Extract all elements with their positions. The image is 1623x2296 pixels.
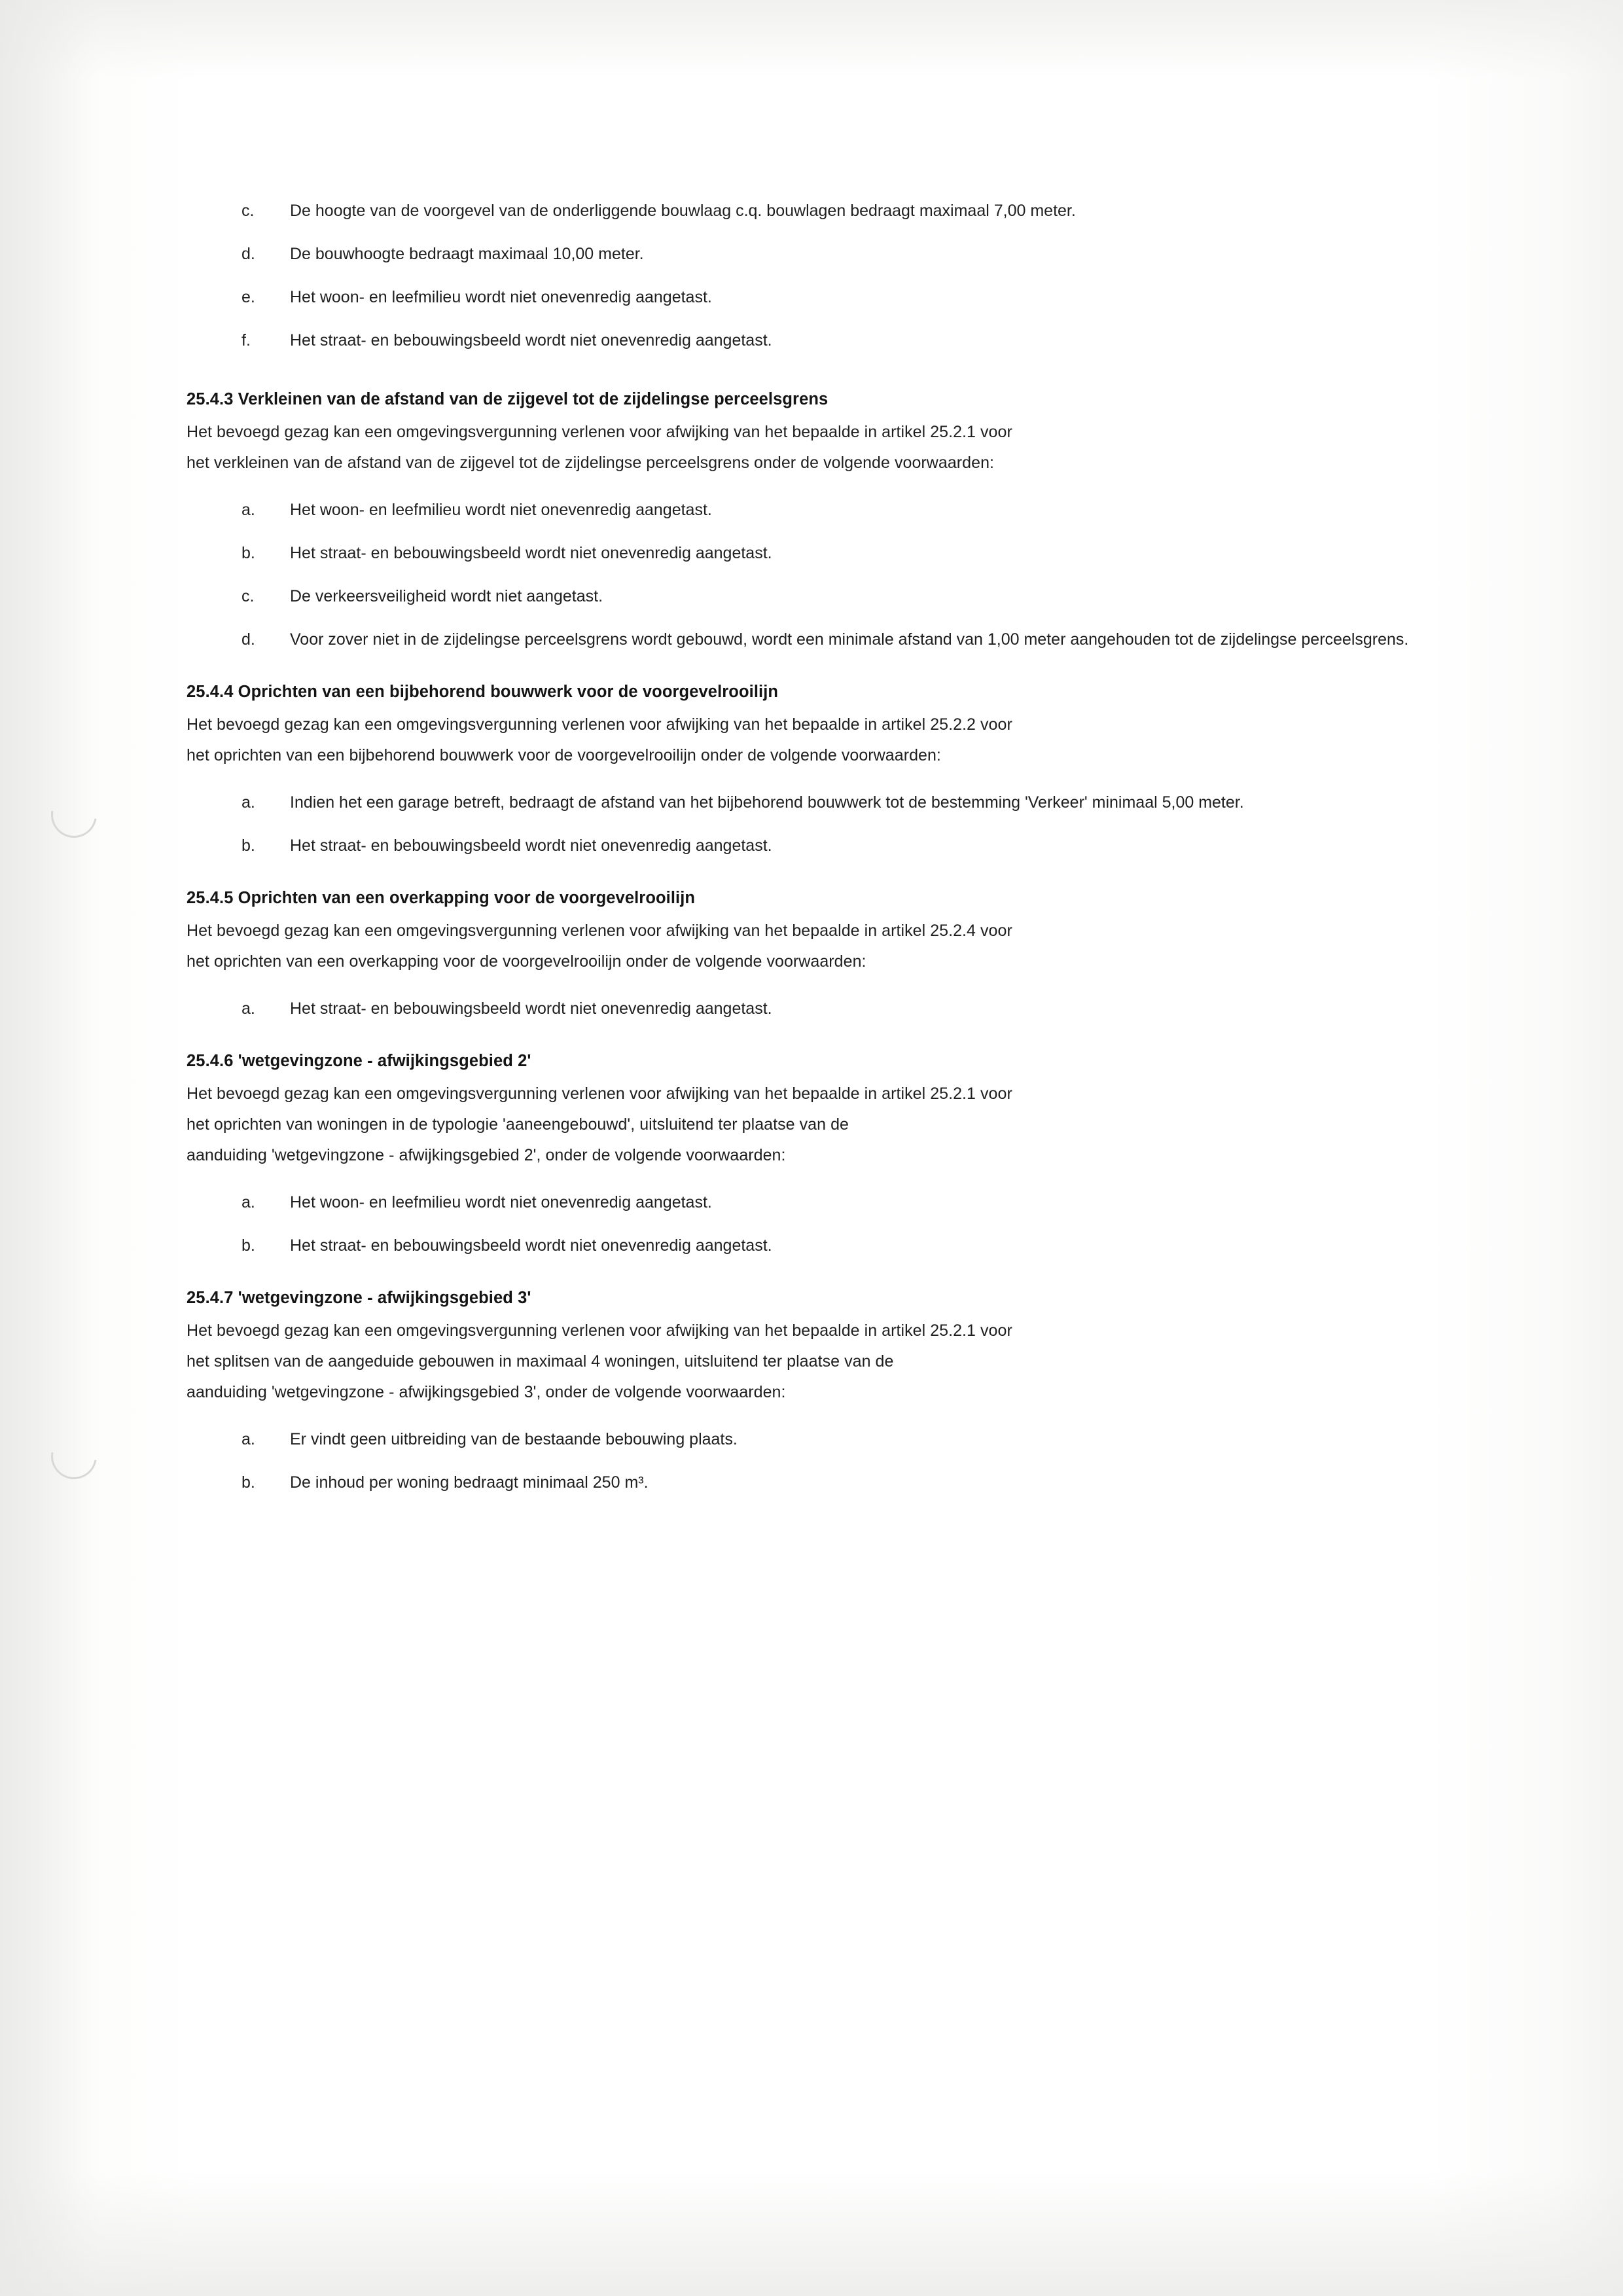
section-list [187, 994, 1443, 1023]
list-item [187, 1188, 1443, 1217]
section-body-line: aanduiding 'wetgevingzone - afwijkingsgebied 2', onder de volgende voorwaarden: [187, 1146, 786, 1164]
section-heading: 25.4.4 Oprichten van een bijbehorend bouwwerk voor de voorgevelrooilijn [187, 683, 779, 701]
section-body-line: Het bevoegd gezag kan een omgevingsvergunning verlenen voor afwijking van het bepaalde in artikel 25.2.1 voor [187, 1085, 1012, 1103]
punch-hole-mark [42, 783, 105, 846]
list-marker: b. [241, 544, 255, 562]
list-item-text: De inhoud per woning bedraagt minimaal 250 m³. [290, 1473, 649, 1492]
scan-shadow-bottom [0, 2172, 1623, 2296]
list-marker: b. [241, 1473, 255, 1492]
list-item-text: De bouwhoogte bedraagt maximaal 10,00 meter. [290, 245, 644, 263]
list-item-text: Het straat- en bebouwingsbeeld wordt niet onevenredig aangetast. [290, 544, 772, 562]
section-25-4-7 [187, 1289, 1443, 1497]
section-25-4-3 [187, 390, 1443, 654]
list-item [187, 495, 1443, 524]
list-marker: a. [241, 793, 255, 812]
section-body-line: Het bevoegd gezag kan een omgevingsvergunning verlenen voor afwijking van het bepaalde in artikel 25.2.2 voor [187, 715, 1012, 734]
list-item-text: Het straat- en bebouwingsbeeld wordt niet onevenredig aangetast. [290, 331, 772, 350]
section-25-4-4 [187, 683, 1443, 860]
list-item-text: Er vindt geen uitbreiding van de bestaande bebouwing plaats. [290, 1430, 738, 1448]
section-heading: 25.4.5 Oprichten van een overkapping voor de voorgevelrooilijn [187, 889, 696, 907]
section-heading: 25.4.6 'wetgevingzone - afwijkingsgebied 2' [187, 1052, 531, 1070]
section-body-line: het oprichten van een overkapping voor de voorgevelrooilijn onder de volgende voorwaarden: [187, 952, 866, 971]
section-body-line: Het bevoegd gezag kan een omgevingsvergunning verlenen voor afwijking van het bepaalde in artikel 25.2.4 voor [187, 922, 1012, 940]
list-item [187, 240, 1443, 268]
section-list [187, 495, 1443, 654]
list-marker: d. [241, 630, 255, 649]
section-list [187, 1188, 1443, 1260]
list-item [187, 582, 1443, 611]
section-heading: 25.4.3 Verkleinen van de afstand van de zijgevel tot de zijdelingse perceelsgrens [187, 390, 829, 408]
list-item [187, 1425, 1443, 1454]
document-content [187, 196, 1443, 1526]
section-list [187, 788, 1443, 860]
section-body-line: het verkleinen van de afstand van de zijgevel tot de zijdelingse perceelsgrens onder de volgende voorwaarden: [187, 454, 995, 472]
list-item [187, 539, 1443, 567]
list-marker: d. [241, 245, 255, 263]
list-marker: a. [241, 501, 255, 519]
list-item [187, 788, 1443, 817]
list-item-text: Het woon- en leefmilieu wordt niet onevenredig aangetast. [290, 1193, 712, 1211]
list-item [187, 326, 1443, 355]
list-item-text: Het straat- en bebouwingsbeeld wordt niet onevenredig aangetast. [290, 999, 772, 1018]
section-body-line: het splitsen van de aangeduide gebouwen in maximaal 4 woningen, uitsluitend ter plaatse van de [187, 1352, 894, 1371]
list-marker: e. [241, 288, 255, 306]
list-item [187, 831, 1443, 860]
list-item-text: De hoogte van de voorgevel van de onderliggende bouwlaag c.q. bouwlagen bedraagt maximaal 7,00 meter. [290, 202, 1076, 220]
list-item [187, 994, 1443, 1023]
section-body-line: het oprichten van een bijbehorend bouwwerk voor de voorgevelrooilijn onder de volgende voorwaarden: [187, 746, 941, 764]
list-item [187, 196, 1443, 225]
scan-shadow-top [0, 0, 1623, 79]
list-marker: a. [241, 1193, 255, 1211]
section-25-4-6 [187, 1052, 1443, 1260]
list-item-text: Indien het een garage betreft, bedraagt de afstand van het bijbehorend bouwwerk tot de bestemming 'Verkeer' minimaal 5,00 meter. [290, 793, 1244, 812]
list-item-text: Het straat- en bebouwingsbeeld wordt niet onevenredig aangetast. [290, 836, 772, 855]
list-marker: c. [241, 202, 255, 220]
list-marker: a. [241, 999, 255, 1018]
list-item [187, 283, 1443, 312]
list-item-text: Voor zover niet in de zijdelingse perceelsgrens wordt gebouwd, wordt een minimale afstand van 1,00 meter aangehouden tot de zijdelingse perceelsgrens. [290, 630, 1409, 649]
list-item [187, 1468, 1443, 1497]
section-body-line: aanduiding 'wetgevingzone - afwijkingsgebied 3', onder de volgende voorwaarden: [187, 1383, 786, 1401]
list-item [187, 625, 1443, 654]
list-item-text: Het straat- en bebouwingsbeeld wordt niet onevenredig aangetast. [290, 1236, 772, 1255]
section-list [187, 1425, 1443, 1497]
section-heading: 25.4.7 'wetgevingzone - afwijkingsgebied 3' [187, 1289, 531, 1307]
list-marker: b. [241, 1236, 255, 1255]
list-item-text: De verkeersveiligheid wordt niet aangetast. [290, 587, 603, 605]
scan-edge-left [0, 0, 98, 2296]
list-marker: f. [241, 331, 251, 350]
section-body-line: het oprichten van woningen in de typologie 'aaneengebouwd', uitsluitend ter plaatse van de [187, 1115, 849, 1134]
list-marker: b. [241, 836, 255, 855]
punch-hole-mark [42, 1424, 105, 1488]
section-body-line: Het bevoegd gezag kan een omgevingsvergunning verlenen voor afwijking van het bepaalde in artikel 25.2.1 voor [187, 423, 1012, 441]
intro-list [187, 196, 1443, 355]
section-25-4-5 [187, 889, 1443, 1023]
list-item [187, 1231, 1443, 1260]
list-item-text: Het woon- en leefmilieu wordt niet onevenredig aangetast. [290, 501, 712, 519]
list-marker: c. [241, 587, 255, 605]
list-item-text: Het woon- en leefmilieu wordt niet onevenredig aangetast. [290, 288, 712, 306]
list-marker: a. [241, 1430, 255, 1448]
section-body-line: Het bevoegd gezag kan een omgevingsvergunning verlenen voor afwijking van het bepaalde in artikel 25.2.1 voor [187, 1321, 1012, 1340]
